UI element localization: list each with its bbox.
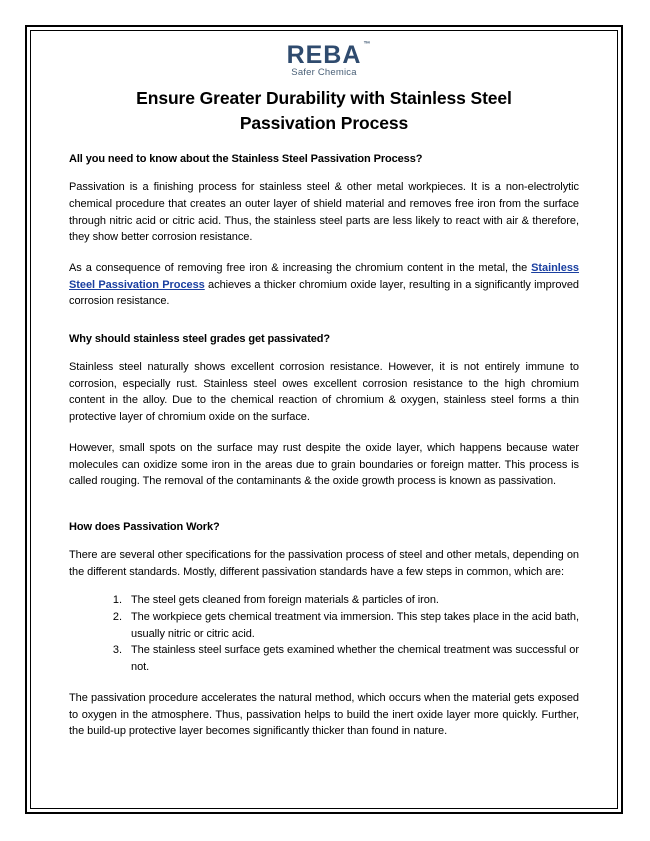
company-logo — [69, 43, 579, 78]
list-item: 3. The stainless steel surface gets examined whether the chemical treatment was successful or not. — [125, 642, 579, 675]
paragraph-chromium-content — [69, 260, 579, 310]
logo-tagline: Safer Chemica — [291, 67, 357, 78]
paragraph-conclusion: The passivation procedure accelerates the natural method, which occurs when the material gets exposed to oxygen in the atmosphere. Thus, passivation helps to build the inert oxide layer more quickly. Further, the build-up protective layer becomes significantly thicker than found in nature. — [69, 691, 579, 738]
page-title-line-2: Passivation Process — [239, 112, 409, 133]
logo-wordmark-text: REBA — [286, 41, 362, 69]
logo-wordmark — [286, 41, 371, 69]
page-title — [75, 86, 573, 137]
passivation-steps-list — [69, 592, 579, 676]
paragraph-chromium-content-after: achieves a thicker chromium oxide layer, resulting in a significantly improved corrosion resistance. — [69, 278, 579, 308]
section-heading-why-passivate: Why should stainless steel grades get passivated? — [69, 333, 331, 346]
paragraph-rouging: However, small spots on the surface may rust despite the oxide layer, which happens because water molecules can oxidize some iron in the areas due to grain boundaries or foreign matter. This process is called rouging. The removal of the contaminants & the oxide growth process is known as passivation. — [69, 441, 579, 488]
list-item: 2. The workpiece gets chemical treatment via immersion. This step takes place in the acid bath, usually nitric or citric acid. — [125, 609, 579, 642]
section-heading-overview: All you need to know about the Stainless Steel Passivation Process? — [69, 153, 423, 166]
document-page-border-inner — [30, 30, 618, 809]
paragraph-passivation-definition: Passivation is a finishing process for stainless steel & other metal workpieces. It is a non-electrolytic chemical procedure that creates an outer layer of shield material and removes free iron from the surface through nitric acid or citric acid. Thus, the stainless steel parts are less likely to react with air & therefore, they show better corrosion resistance. — [69, 181, 579, 244]
page-title-line-1: Ensure Greater Durability with Stainless Steel — [136, 87, 512, 108]
paragraph-chromium-content-before: As a consequence of removing free iron & increasing the chromium content in the metal, the — [69, 261, 532, 274]
paragraph-standards: There are several other specifications for the passivation process of steel and other metals, depending on the different standards. Mostly, different passivation standards have a few steps in common, which are: — [69, 548, 579, 578]
section-heading-how-it-works: How does Passivation Work? — [69, 521, 220, 533]
document-page-border — [25, 25, 623, 814]
list-item: 1. The steel gets cleaned from foreign materials & particles of iron. — [125, 592, 579, 609]
paragraph-corrosion-resistance: Stainless steel naturally shows excellent corrosion resistance. However, it is not entirely immune to corrosion, especially rust. Stainless steel owes excellent corrosion resistance to the high chromium content in the alloy. Due to the chemical reaction of chromium & oxygen, stainless steel forms a thin protective layer of chromium oxide on the surface. — [69, 360, 579, 424]
link-stainless-steel-passivation-process[interactable]: Stainless Steel Passivation Process — [69, 261, 579, 291]
trademark-icon: ™ — [363, 41, 371, 48]
document-body — [31, 31, 617, 808]
